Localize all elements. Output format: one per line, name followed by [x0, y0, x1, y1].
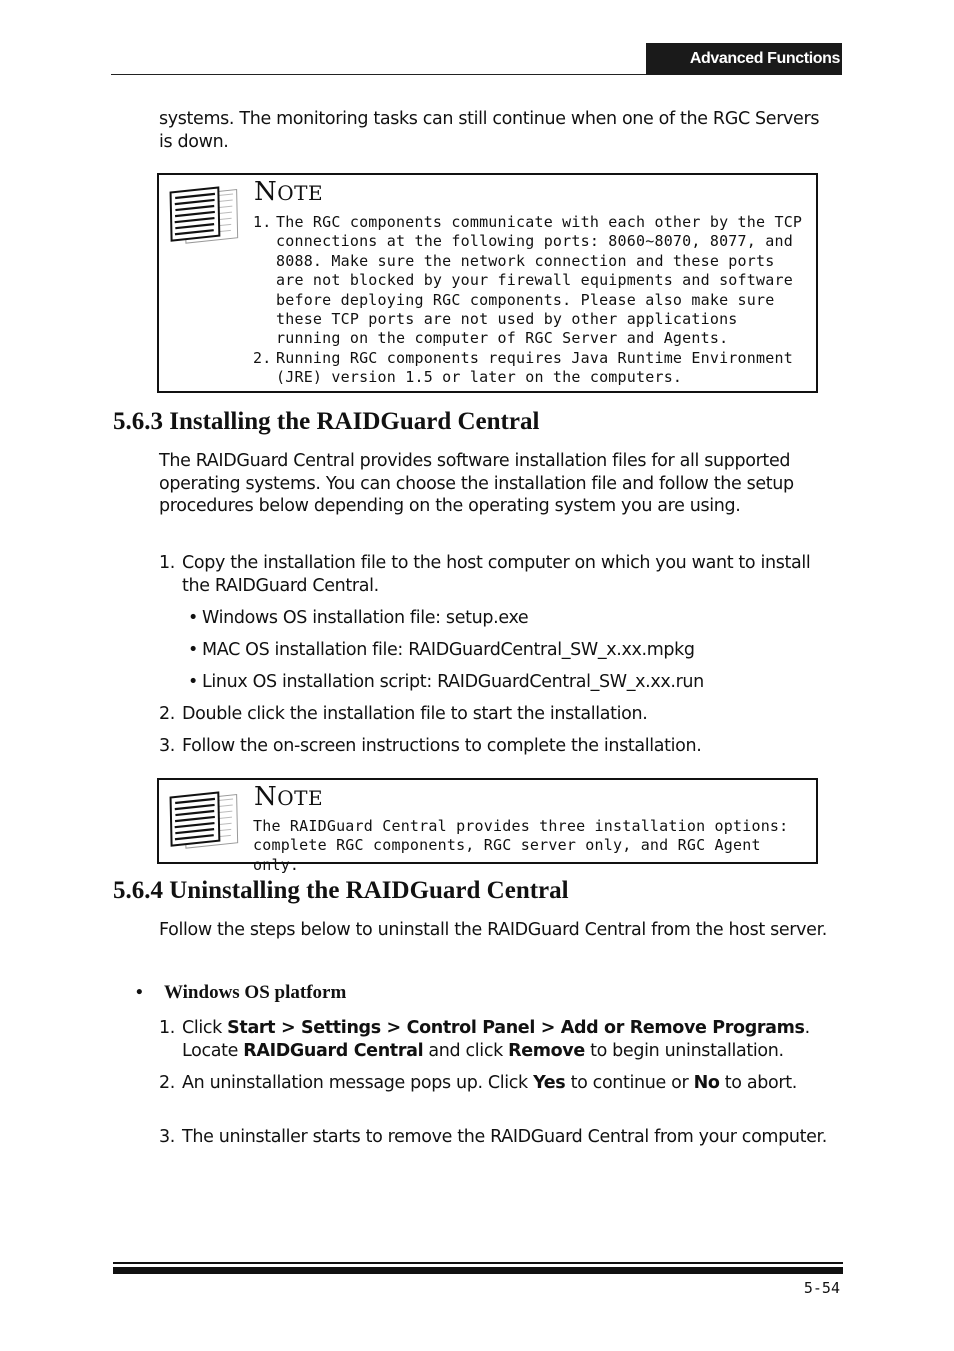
platform-bullet: • Windows OS platform: [136, 982, 347, 1003]
note-body: The RAIDGuard Central provides three installation options: complete RGC components, RGC server only, and RGC Agent only.: [253, 817, 789, 874]
note-title: NOTE: [254, 782, 324, 812]
note-box-2: [157, 778, 818, 874]
notepad-icon: [165, 183, 245, 245]
uninstall-step-2: 2. An uninstallation message pops up. Click Yes to continue or No to abort.: [159, 1073, 797, 1093]
install-step-3: 3. Follow the on-screen instructions to complete the installation.: [159, 736, 702, 756]
section-heading-5-6-4: 5.6.4 Uninstalling the RAIDGuard Central: [113, 877, 569, 904]
section-563-intro: The RAIDGuard Central provides software installation files for all supported operating systems. You can choose the installation file and follow the setup procedures below depending on the operating system you are using.: [159, 451, 794, 516]
install-file-bullet: • Linux OS installation script: RAIDGuardCentral_SW_x.xx.run: [188, 672, 704, 692]
install-file-bullet: • MAC OS installation file: RAIDGuardCentral_SW_x.xx.mpkg: [188, 640, 695, 660]
uninstall-step-1: 1. Click Start > Settings > Control Panel > Add or Remove Programs. Locate RAIDGuard Central and click Remove to begin uninstallation.: [159, 1018, 810, 1061]
install-file-bullet: • Windows OS installation file: setup.exe: [188, 608, 529, 628]
section-tab: Advanced Functions: [646, 43, 842, 75]
header-rule: [111, 74, 648, 75]
section-564-intro: Follow the steps below to uninstall the RAIDGuard Central from the host server.: [159, 920, 828, 940]
footer-rule-thin: [113, 1262, 843, 1264]
install-step-2: 2. Double click the installation file to start the installation.: [159, 704, 648, 724]
page-number: 5-54: [803, 1279, 840, 1297]
note-body: [253, 213, 808, 388]
uninstall-step-3: 3. The uninstaller starts to remove the RAIDGuard Central from your computer.: [159, 1127, 827, 1147]
footer-rule-thick: [113, 1267, 843, 1274]
note-box-1: [157, 173, 818, 393]
note-list-item: 1. The RGC components communicate with each other by the TCP connections at the following ports: 8060~8070, 8077, and 8088. Make sure the network connection and these ports are not blocked by your firewall equipments and software before deploying RGC components. Please also make sure these TCP ports are not used by other applications running on the computer of RGC Server and Agents.: [253, 213, 803, 348]
section-heading-5-6-3: 5.6.3 Installing the RAIDGuard Central: [113, 408, 540, 435]
intro-paragraph: systems. The monitoring tasks can still continue when one of the RGC Servers is down.: [159, 109, 820, 152]
install-step-1: 1. Copy the installation file to the host computer on which you want to install the RAIDGuard Central.: [159, 553, 811, 596]
note-list-item: 2. Running RGC components requires Java Runtime Environment (JRE) version 1.5 or later on the computers.: [253, 348, 793, 387]
note-title: NOTE: [254, 177, 324, 207]
notepad-icon: [165, 788, 245, 850]
